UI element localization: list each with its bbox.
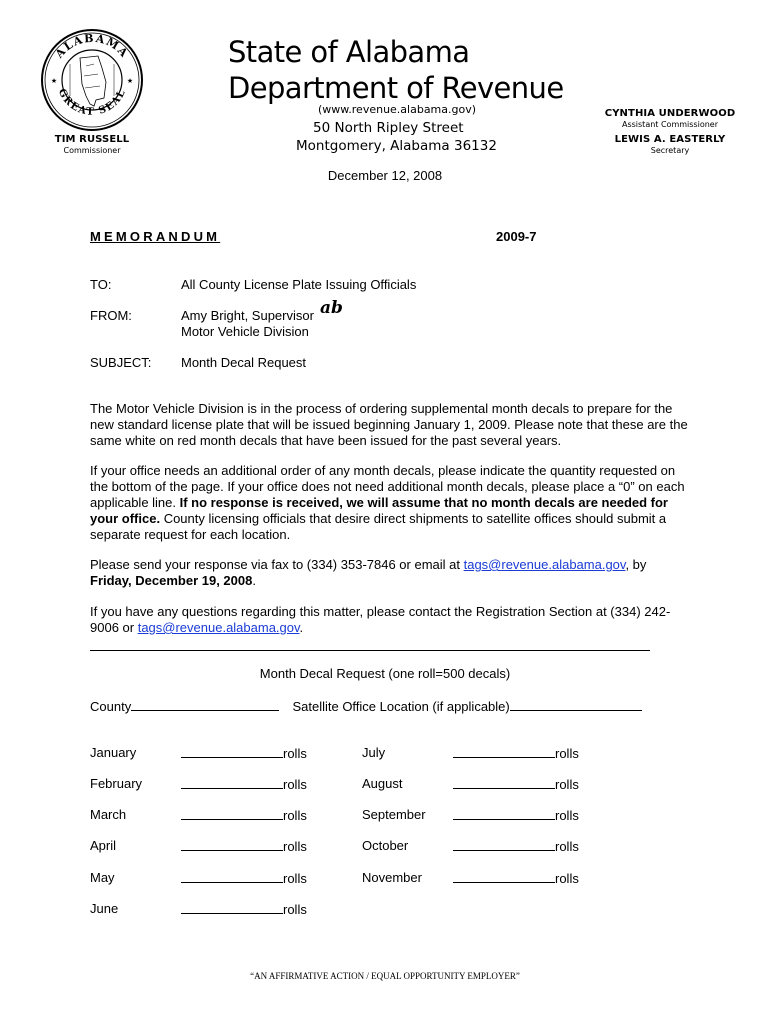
agency-website: (www.revenue.alabama.gov) — [318, 103, 477, 116]
rolls-unit-label: rolls — [283, 902, 307, 917]
body-paragraph-2 — [90, 463, 690, 543]
agency-city: Montgomery, Alabama 36132 — [296, 138, 497, 154]
deadline-date: Friday, December 19, 2008 — [90, 573, 253, 588]
body-paragraph-3 — [90, 557, 690, 589]
month-label-april: April — [90, 838, 117, 853]
month-label-july: July — [362, 745, 386, 760]
svg-text:★: ★ — [50, 78, 58, 85]
agency-line-2: Department of Revenue — [228, 71, 564, 105]
text-run: , by — [625, 557, 647, 572]
rolls-unit-label: rolls — [283, 777, 307, 792]
seal-bottom-text: GREAT SEAL — [55, 87, 129, 118]
month-quantity-row — [181, 776, 307, 792]
satellite-label: Satellite Office Location (if applicable) — [292, 699, 510, 714]
rolls-unit-label: rolls — [555, 871, 579, 886]
agency-title — [228, 34, 564, 106]
official-title: Assistant Commissioner — [621, 120, 718, 129]
quantity-field-october[interactable] — [453, 838, 555, 851]
text-run: . — [252, 573, 256, 588]
agency-line-1: State of Alabama — [228, 35, 470, 69]
satellite-field[interactable] — [510, 698, 642, 711]
official-name: LEWIS A. EASTERLY — [614, 134, 726, 145]
footer-notice: “AN AFFIRMATIVE ACTION / EQUAL OPPORTUNITY EMPLOYER” — [250, 971, 520, 981]
rolls-unit-label: rolls — [555, 839, 579, 854]
section-divider — [90, 650, 650, 651]
email-link[interactable]: tags@revenue.alabama.gov — [137, 620, 300, 635]
signature-initials: ab — [320, 298, 343, 318]
month-label-march: March — [90, 807, 127, 822]
text-run: If you have any questions regarding this matter, please contact the Registration Section at (334) 242-9006 or — [90, 604, 671, 635]
memo-number: 2009-7 — [496, 229, 537, 244]
from-label: FROM: — [90, 308, 132, 323]
quantity-field-march[interactable] — [181, 807, 283, 820]
rolls-unit-label: rolls — [283, 808, 307, 823]
svg-text:★: ★ — [126, 78, 134, 85]
bold-notice: If no response is received, we will assume that no month decals are needed for your office. — [90, 495, 668, 526]
month-label-february: February — [90, 776, 143, 791]
subject-label: SUBJECT: — [90, 355, 152, 370]
memo-date: December 12, 2008 — [327, 168, 443, 183]
month-label-november: November — [362, 870, 422, 885]
month-quantity-row — [181, 807, 307, 823]
quantity-field-july[interactable] — [453, 745, 555, 758]
from-value — [181, 308, 314, 340]
to-value: All County License Plate Issuing Officials — [181, 277, 417, 292]
month-quantity-row — [453, 870, 579, 886]
svg-text:GREAT SEAL — [56, 87, 129, 118]
month-label-september: September — [362, 807, 426, 822]
month-label-august: August — [362, 776, 403, 791]
text-run: Please send your response via fax to (334) 353-7846 or email at — [90, 557, 464, 572]
month-label-may: May — [90, 870, 115, 885]
memo-label: MEMORANDUM — [90, 229, 221, 244]
from-division: Motor Vehicle Division — [181, 324, 309, 339]
month-quantity-row — [181, 870, 307, 886]
quantity-field-november[interactable] — [453, 870, 555, 883]
text-run: If your office needs an additional order of any month decals, please indicate the quantity requested on the bottom of the page. If your office does not need additional month decals, please place a “0” on each applicable line. — [90, 463, 685, 510]
county-field[interactable] — [131, 698, 279, 711]
month-quantity-row — [453, 745, 579, 761]
form-title: Month Decal Request (one roll=500 decals) — [259, 666, 511, 681]
official-name: TIM RUSSELL — [54, 134, 130, 145]
quantity-field-august[interactable] — [453, 776, 555, 789]
official-secretary — [600, 134, 740, 155]
email-link[interactable]: tags@revenue.alabama.gov — [463, 557, 626, 572]
subject-value: Month Decal Request — [181, 355, 307, 370]
month-quantity-row — [181, 901, 307, 917]
rolls-unit-label: rolls — [555, 808, 579, 823]
month-label-january: January — [90, 745, 137, 760]
seal-top-text: ALABAMA — [52, 31, 132, 61]
alabama-great-seal — [40, 28, 144, 132]
from-name: Amy Bright, Supervisor — [181, 308, 314, 323]
rolls-unit-label: rolls — [555, 777, 579, 792]
month-quantity-row — [181, 745, 307, 761]
quantity-field-april[interactable] — [181, 838, 283, 851]
body-paragraph-1: The Motor Vehicle Division is in the process of ordering supplemental month decals to prepare for the new standard license plate that will be issued beginning January 1, 2009. Please note that these are the same white on red month decals that have been issued for the past several years. — [90, 401, 688, 448]
official-title: Secretary — [650, 146, 690, 155]
official-name: CYNTHIA UNDERWOOD — [604, 108, 736, 119]
quantity-field-february[interactable] — [181, 776, 283, 789]
rolls-unit-label: rolls — [283, 746, 307, 761]
rolls-unit-label: rolls — [555, 746, 579, 761]
rolls-unit-label: rolls — [283, 839, 307, 854]
to-label: TO: — [90, 277, 112, 292]
rolls-unit-label: rolls — [283, 871, 307, 886]
month-label-october: October — [362, 838, 409, 853]
month-quantity-row — [453, 807, 579, 823]
text-run: . — [299, 620, 304, 635]
text-run: County licensing officials that desire direct shipments to satellite offices should submit a separate request for each location. — [90, 511, 667, 542]
quantity-field-september[interactable] — [453, 807, 555, 820]
month-quantity-row — [453, 838, 579, 854]
official-title: Commissioner — [63, 146, 121, 155]
county-label: County — [90, 699, 132, 714]
official-commissioner — [40, 134, 144, 155]
agency-street: 50 North Ripley Street — [313, 120, 464, 136]
quantity-field-january[interactable] — [181, 745, 283, 758]
month-quantity-row — [453, 776, 579, 792]
month-quantity-row — [181, 838, 307, 854]
quantity-field-june[interactable] — [181, 901, 283, 914]
official-assistant-commissioner — [600, 108, 740, 129]
month-label-june: June — [90, 901, 119, 916]
body-paragraph-4 — [90, 604, 690, 636]
county-row — [90, 698, 642, 714]
quantity-field-may[interactable] — [181, 870, 283, 883]
